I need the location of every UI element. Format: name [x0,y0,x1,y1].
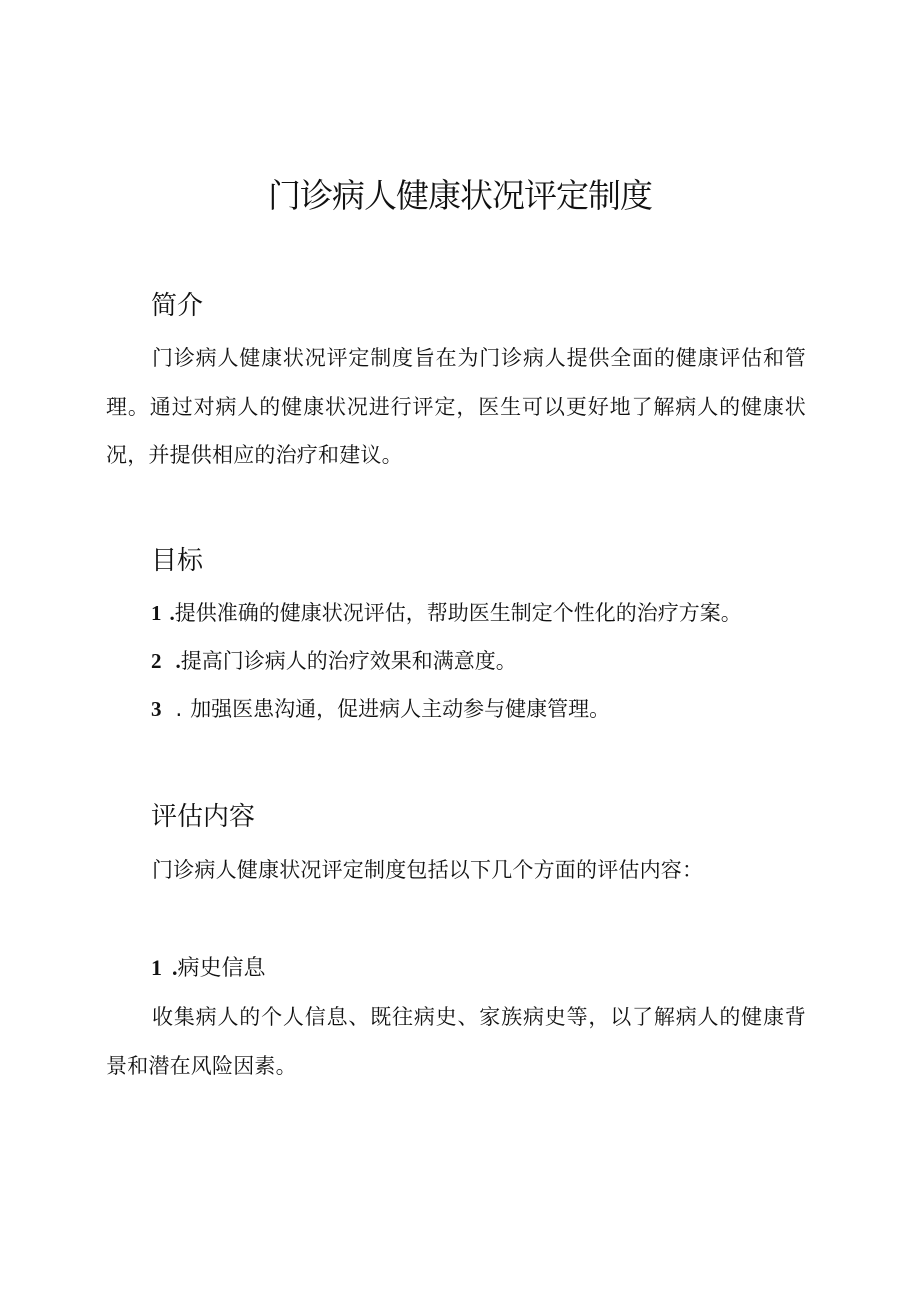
history-paragraph: 收集病人的个人信息、既往病史、家族病史等，以了解病人的健康背景和潜在风险因素。 [106,1005,806,1078]
goal-number: 3 [151,697,162,721]
section-heading-assessment: 评估内容 [151,802,256,832]
assessment-intro-paragraph: 门诊病人健康状况评定制度包括以下几个方面的评估内容： [152,858,704,882]
intro-paragraph: 门诊病人健康状况评定制度旨在为门诊病人提供全面的健康评估和管理。通过对病人的健康状况进行评定，医生可以更好地了解病人的健康状况，并提供相应的治疗和建议。 [106,346,806,467]
goal-item-3 [151,694,610,724]
goal-separator: . [175,649,181,673]
subsection-heading-history [151,953,266,984]
goal-separator: . [169,601,175,625]
section-heading-goals: 目标 [151,546,204,576]
goal-number: 2 [151,649,162,673]
goal-text: 加强医患沟通，促进病人主动参与健康管理。 [190,697,611,721]
goal-number: 1 [151,601,162,625]
section-heading-intro: 简介 [151,291,204,321]
document-title: 门诊病人健康状况评定制度 [268,176,652,215]
goal-item-1 [151,598,742,628]
goal-text: 提供准确的健康状况评估，帮助医生制定个性化的治疗方案。 [174,601,742,625]
subsection-number: 1 [151,955,162,980]
subsection-separator: . [172,955,178,980]
subsection-title: 病史信息 [177,956,266,981]
goal-separator: . [175,697,183,721]
goal-text: 提高门诊病人的治疗效果和满意度。 [180,649,517,673]
goal-item-2 [151,646,517,676]
